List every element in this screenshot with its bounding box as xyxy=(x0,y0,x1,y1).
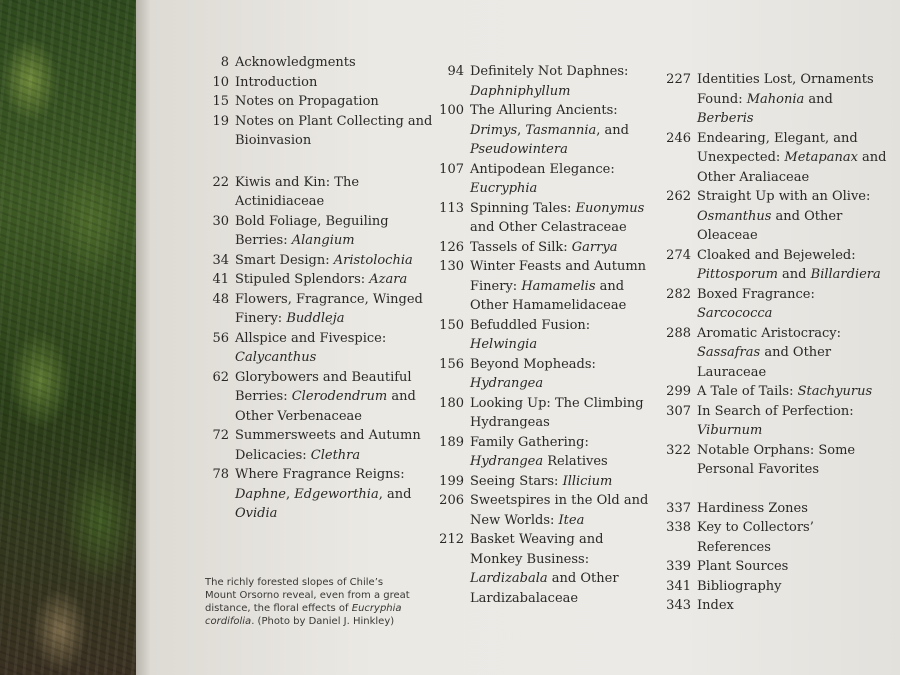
toc-entry[interactable] xyxy=(199,92,434,112)
page-number: 107 xyxy=(439,161,464,177)
toc-entry[interactable] xyxy=(432,160,657,199)
page-number: 262 xyxy=(666,189,691,204)
italic-text: Daphne xyxy=(235,486,286,502)
toc-entry[interactable] xyxy=(199,290,434,329)
page-number: 299 xyxy=(666,384,691,399)
text-run: and Other Hamamelidaceae xyxy=(470,278,627,313)
italic-text: Pseudowintera xyxy=(470,142,568,157)
toc-entry[interactable] xyxy=(432,394,657,433)
chapter-title xyxy=(697,70,890,129)
chapter-title xyxy=(235,53,434,73)
page-number: 48 xyxy=(212,291,229,307)
group-spacer xyxy=(199,151,434,173)
text-run: Bibliography xyxy=(697,578,782,594)
text-run: Winter Feasts and Autumn Finery: xyxy=(470,259,647,294)
italic-text: Tasmannia xyxy=(525,122,597,138)
book-gutter xyxy=(136,0,150,675)
text-run: Notes on Plant Collecting and Bioinvasion xyxy=(235,113,433,148)
toc-entry[interactable] xyxy=(432,238,657,258)
chapter-title xyxy=(697,499,890,519)
italic-text: Calycanthus xyxy=(235,350,317,365)
page-number: 282 xyxy=(666,286,691,302)
italic-text: Clethra xyxy=(310,447,361,463)
text-run: The Alluring Ancients: xyxy=(470,103,618,118)
chapter-title xyxy=(697,518,890,557)
text-run: Stipuled Splendors: xyxy=(235,272,370,287)
page-number: 78 xyxy=(212,467,229,482)
text-run: The richly forested slopes of Chile’s Mount Orsorno reveal, even from a great distance, the floral effects of xyxy=(205,577,410,614)
toc-entry[interactable] xyxy=(199,426,434,465)
text-run: Antipodean Elegance: xyxy=(470,161,615,177)
toc-entry[interactable] xyxy=(655,324,890,383)
chapter-title xyxy=(470,62,657,101)
toc-entry[interactable] xyxy=(655,577,890,597)
text-run: and Other Lauraceae xyxy=(697,345,832,380)
italic-text: Hamamelis xyxy=(521,278,596,294)
toc-entry[interactable] xyxy=(199,251,434,271)
text-run: Allspice and Fivespice: xyxy=(235,330,387,346)
chapter-title xyxy=(697,557,890,577)
toc-entry[interactable] xyxy=(655,441,890,480)
toc-entry[interactable] xyxy=(199,212,434,251)
text-run: Seeing Stars: xyxy=(470,473,563,489)
chapter-title xyxy=(235,173,434,212)
italic-text: Billardiera xyxy=(810,267,881,282)
italic-text: Edgeworthia xyxy=(294,486,379,502)
toc-entry[interactable] xyxy=(655,557,890,577)
italic-text: Alangium xyxy=(291,233,355,248)
toc-entry[interactable] xyxy=(655,518,890,557)
italic-text: Ovidia xyxy=(235,506,278,521)
toc-entry[interactable] xyxy=(432,101,657,160)
chapter-title xyxy=(470,433,657,472)
page-number: 41 xyxy=(212,272,229,287)
chapter-title xyxy=(470,257,657,316)
text-run: Flowers, Fragrance, Winged Finery: xyxy=(235,291,423,326)
chapter-title xyxy=(697,246,890,285)
chapter-title xyxy=(235,212,434,251)
chapter-title xyxy=(697,129,890,188)
text-run: Acknowledgments xyxy=(235,55,356,70)
chapter-title xyxy=(235,270,434,290)
page-number: 30 xyxy=(212,213,229,229)
text-run: and Other Lardizabalaceae xyxy=(470,571,619,606)
italic-text: Stachyurus xyxy=(797,384,873,399)
text-run: . (Photo by Daniel J. Hinkley) xyxy=(251,616,395,627)
chapter-title xyxy=(235,426,434,465)
page-number: 22 xyxy=(212,174,229,190)
page-number: 212 xyxy=(439,532,464,547)
chapter-title xyxy=(470,472,657,492)
toc-entry[interactable] xyxy=(655,70,890,129)
italic-text: Sarcococca xyxy=(697,306,773,321)
chapter-title xyxy=(697,187,890,246)
text-run: Tassels of Silk: xyxy=(470,239,572,255)
italic-text: Illicium xyxy=(562,473,613,489)
group-spacer xyxy=(655,480,890,499)
chapter-title xyxy=(697,441,890,480)
italic-text: Hydrangea xyxy=(470,454,544,469)
chapter-title xyxy=(235,329,434,368)
chapter-title xyxy=(235,73,434,93)
chapter-title xyxy=(697,285,890,324)
toc-entry[interactable] xyxy=(432,491,657,530)
toc-entry[interactable] xyxy=(199,53,434,73)
page-number: 19 xyxy=(212,113,229,129)
page-number: 94 xyxy=(447,64,464,79)
page-number: 100 xyxy=(439,103,464,118)
page-number: 34 xyxy=(212,252,229,268)
italic-text: Pittosporum xyxy=(697,267,778,282)
text-run: Notes on Propagation xyxy=(235,94,379,109)
toc-entry[interactable] xyxy=(199,173,434,212)
chapter-title xyxy=(470,355,657,394)
text-run: and Other Celastraceae xyxy=(470,220,627,235)
chapter-title xyxy=(697,382,890,402)
toc-entry[interactable] xyxy=(655,187,890,246)
toc-entry[interactable] xyxy=(432,530,657,608)
page-number: 206 xyxy=(439,493,464,508)
toc-entry[interactable] xyxy=(199,73,434,93)
text-run: Befuddled Fusion: xyxy=(470,317,591,333)
toc-entry[interactable] xyxy=(432,316,657,355)
chapter-title xyxy=(235,368,434,427)
toc-column-3 xyxy=(655,70,890,616)
page-number: 150 xyxy=(439,317,464,333)
text-run: , and xyxy=(596,122,629,138)
italic-text: Mahonia xyxy=(746,91,805,107)
text-run: Endearing, Elegant, and Unexpected: xyxy=(697,130,858,165)
text-run: Basket Weaving and Monkey Business: xyxy=(470,532,604,567)
italic-text: Berberis xyxy=(697,111,754,126)
text-run: Key to Collectors’ References xyxy=(697,520,814,555)
toc-entry[interactable] xyxy=(655,246,890,285)
toc-entry[interactable] xyxy=(432,199,657,238)
photo-caption xyxy=(205,576,415,628)
text-run: Index xyxy=(697,598,734,613)
italic-text: Itea xyxy=(558,512,585,528)
italic-text: Viburnum xyxy=(697,423,763,438)
italic-text: Azara xyxy=(369,272,408,287)
page-number: 341 xyxy=(666,578,691,594)
toc-entry[interactable] xyxy=(655,596,890,616)
chapter-title xyxy=(470,491,657,530)
toc-column-2 xyxy=(432,62,657,608)
page-number: 126 xyxy=(439,239,464,255)
chapter-title xyxy=(470,101,657,160)
text-run: Relatives xyxy=(543,454,608,469)
italic-text: Drimys xyxy=(470,122,518,138)
page-number: 62 xyxy=(212,369,229,385)
page-number: 343 xyxy=(666,598,691,613)
text-run: Looking Up: The Climbing Hydrangeas xyxy=(470,395,644,430)
toc-entry[interactable] xyxy=(199,465,434,524)
italic-text: Daphniphyllum xyxy=(470,83,571,99)
toc-entry[interactable] xyxy=(655,285,890,324)
text-run: and Other Verbenaceae xyxy=(235,389,416,424)
chapter-title xyxy=(235,251,434,271)
page-number: 199 xyxy=(439,473,464,489)
page-number: 274 xyxy=(666,247,691,263)
page-number: 156 xyxy=(439,356,464,372)
chapter-title xyxy=(235,290,434,329)
toc-entry[interactable] xyxy=(432,62,657,101)
italic-text: Euonymus xyxy=(575,200,645,216)
chapter-title xyxy=(697,596,890,616)
chapter-title xyxy=(697,402,890,441)
toc-entry[interactable] xyxy=(432,257,657,316)
text-run: A Tale of Tails: xyxy=(697,384,798,399)
toc-entry[interactable] xyxy=(432,433,657,472)
text-run: Family Gathering: xyxy=(470,434,589,450)
page-number: 338 xyxy=(666,520,691,535)
page-number: 130 xyxy=(439,259,464,274)
toc-entry[interactable] xyxy=(432,472,657,492)
chapter-title xyxy=(470,238,657,258)
page-number: 113 xyxy=(439,200,464,216)
chapter-title xyxy=(470,530,657,608)
italic-text: Aristolochia xyxy=(333,252,413,268)
text-run: and xyxy=(804,91,833,107)
toc-entry[interactable] xyxy=(655,129,890,188)
text-run: Where Fragrance Reigns: xyxy=(235,467,405,482)
page-number: 307 xyxy=(666,403,691,419)
chapter-title xyxy=(235,465,434,524)
italic-text: Eucryphia cordifolia xyxy=(205,603,402,627)
text-run: Smart Design: xyxy=(235,252,334,268)
page-number: 288 xyxy=(666,325,691,341)
italic-text: Metapanax xyxy=(784,150,858,165)
chapter-title xyxy=(697,324,890,383)
text-run: Identities Lost, Ornaments Found: xyxy=(697,72,874,107)
toc-column-1 xyxy=(199,53,434,524)
page-number: 337 xyxy=(666,500,691,516)
text-run: Notable Orphans: Some Personal Favorites xyxy=(697,442,856,477)
toc-entry[interactable] xyxy=(199,368,434,427)
page-number: 227 xyxy=(666,72,691,87)
italic-text: Sassafras xyxy=(697,345,761,360)
chapter-title xyxy=(235,112,434,151)
text-run: Glorybowers and Beautiful Berries: xyxy=(235,369,412,404)
text-run: Hardiness Zones xyxy=(697,500,808,516)
italic-text: Garrya xyxy=(571,239,618,255)
italic-text: Eucryphia xyxy=(470,181,538,196)
text-run: Straight Up with an Olive: xyxy=(697,189,871,204)
text-run: Spinning Tales: xyxy=(470,200,576,216)
page-number: 72 xyxy=(212,428,229,443)
text-run: Cloaked and Bejeweled: xyxy=(697,247,856,263)
page-number: 246 xyxy=(666,130,691,146)
chapter-title xyxy=(470,316,657,355)
chapter-title xyxy=(470,394,657,433)
text-run: , and xyxy=(378,486,412,502)
toc-entry[interactable] xyxy=(432,355,657,394)
page-number: 189 xyxy=(439,434,464,450)
page-number: 56 xyxy=(212,330,229,346)
italic-text: Osmanthus xyxy=(697,208,772,224)
text-run: Beyond Mopheads: xyxy=(470,356,596,372)
toc-entry[interactable] xyxy=(199,112,434,151)
text-run: Bold Foliage, Beguiling Berries: xyxy=(235,213,389,248)
text-run: and Other Oleaceae xyxy=(697,208,843,243)
text-run: Introduction xyxy=(235,74,318,90)
text-run: Kiwis and Kin: The Actinidiaceae xyxy=(235,174,360,209)
text-run: and xyxy=(777,267,811,282)
page-number: 180 xyxy=(439,395,464,411)
toc-entry[interactable] xyxy=(655,382,890,402)
text-run: Summersweets and Autumn Delicacies: xyxy=(235,428,421,463)
text-run: , xyxy=(517,122,526,138)
toc-entry[interactable] xyxy=(199,270,434,290)
italic-text: Clerodendrum xyxy=(291,389,388,404)
italic-text: Buddleja xyxy=(286,311,345,326)
text-run: and Other Araliaceae xyxy=(697,150,887,185)
text-run: Sweetspires in the Old and New Worlds: xyxy=(470,493,649,528)
text-run: Aromatic Aristocracy: xyxy=(697,325,842,341)
italic-text: Helwingia xyxy=(470,337,538,352)
italic-text: Hydrangea xyxy=(470,376,544,391)
forest-photo xyxy=(0,0,136,675)
page-number: 8 xyxy=(220,55,229,70)
chapter-title xyxy=(470,160,657,199)
text-run: , xyxy=(285,486,295,502)
text-run: Boxed Fragrance: xyxy=(697,286,815,302)
toc-entry[interactable] xyxy=(655,402,890,441)
chapter-title xyxy=(697,577,890,597)
page-number: 10 xyxy=(212,74,229,90)
text-run: Plant Sources xyxy=(697,559,789,574)
page-number: 15 xyxy=(212,94,229,109)
page-number: 322 xyxy=(666,442,691,458)
chapter-title xyxy=(470,199,657,238)
text-run: In Search of Perfection: xyxy=(697,403,854,419)
toc-entry[interactable] xyxy=(655,499,890,519)
text-run: Definitely Not Daphnes: xyxy=(470,64,629,79)
page-number: 339 xyxy=(666,559,691,574)
italic-text: Lardizabala xyxy=(470,571,548,586)
toc-entry[interactable] xyxy=(199,329,434,368)
chapter-title xyxy=(235,92,434,112)
